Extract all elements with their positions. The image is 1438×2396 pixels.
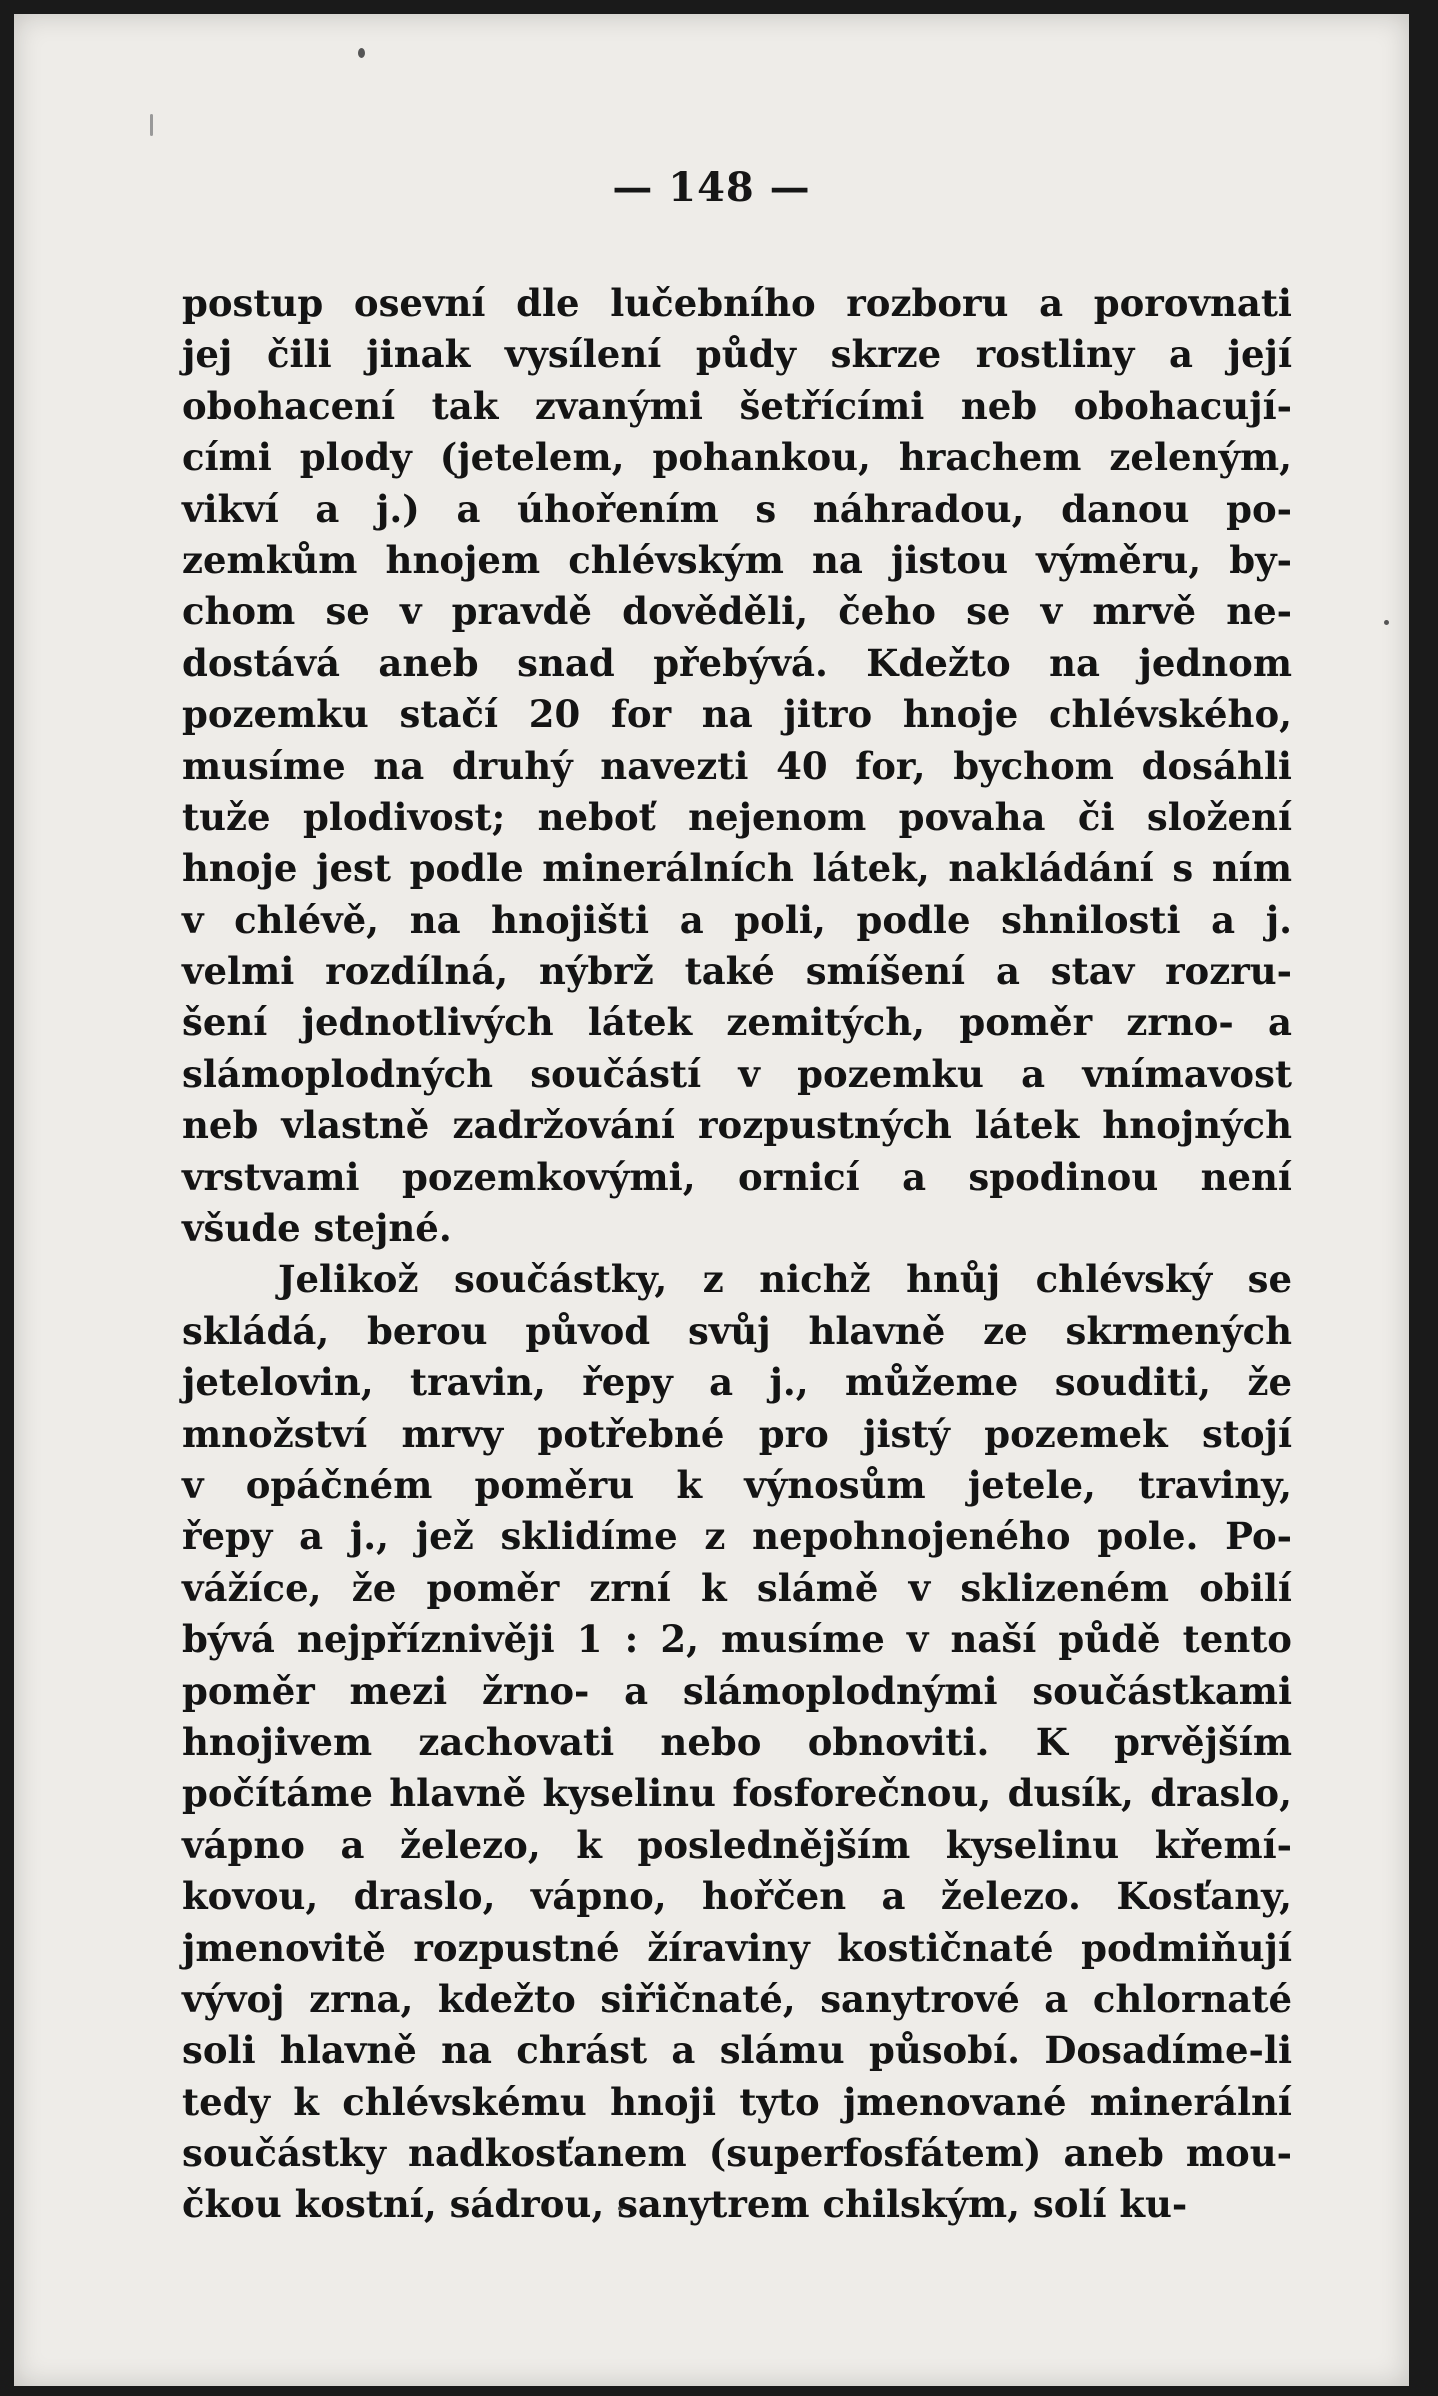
text-line: hnojivem zachovati nebo obnoviti. K prvějším — [182, 1719, 1292, 1764]
text-line: zemkům hnojem chlévským na jistou výměru, by- — [182, 537, 1292, 582]
text-line: součástky nadkosťanem (superfosfátem) aneb mou- — [182, 2131, 1292, 2176]
text-line: chom se v pravdě dověděli, čeho se v mrvě ne- — [182, 589, 1292, 634]
text-line: postup osevní dle lučebního rozboru a porovnati — [182, 281, 1292, 325]
text-line: velmi rozdílná, nýbrž také smíšení a stav rozru- — [182, 949, 1292, 994]
text-line: kovou, draslo, vápno, hořčen a železo. Kosťany, — [182, 1874, 1292, 1919]
text-line: množství mrvy potřebné pro jistý pozemek stojí — [182, 1411, 1292, 1456]
text-line: cími plody (jetelem, pohankou, hrachem zeleným, — [182, 435, 1292, 480]
ink-speck — [1384, 620, 1389, 625]
text-line: poměr mezi žrno- a slámoplodnými součástkami — [182, 1668, 1292, 1713]
ink-speck — [358, 48, 365, 58]
text-line: Jelikož součástky, z nichž hnůj chlévský se — [278, 1257, 1292, 1302]
text-line: bývá nejpříznivěji 1 : 2, musíme v naší půdě tento — [182, 1617, 1292, 1662]
text-line: neb vlastně zadržování rozpustných látek hnojných — [182, 1103, 1292, 1148]
text-line: obohacení tak zvanými šetřícími neb obohacují- — [182, 383, 1292, 428]
text-line: v opáčném poměru k výnosům jetele, traviny, — [182, 1462, 1292, 1507]
text-line: hnoje jest podle minerálních látek, nakládání s ním — [182, 846, 1292, 891]
text-line: vážíce, že poměr zrní k slámě v sklizeném obilí — [182, 1565, 1292, 1610]
text-line: šení jednotlivých látek zemitých, poměr zrno- a — [182, 1000, 1292, 1045]
text-line: soli hlavně na chrást a slámu působí. Dosadíme-li — [182, 2028, 1292, 2073]
ink-speck — [150, 114, 153, 136]
text-line: jetelovin, travin, řepy a j., můžeme souditi, že — [182, 1360, 1292, 1405]
text-line: počítáme hlavně kyselinu fosforečnou, dusík, draslo, — [182, 1771, 1292, 1816]
text-line: řepy a j., jež sklidíme z nepohnojeného pole. Po- — [182, 1514, 1292, 1559]
text-line: jmenovitě rozpustné žíraviny kostičnaté podmiňují — [182, 1925, 1292, 1970]
page-number: — 148 — — [612, 164, 811, 211]
text-line: čkou kostní, sádrou, sanytrem chilským, solí ku- — [182, 2182, 1188, 2227]
text-line: skládá, berou původ svůj hlavně ze skrmených — [182, 1308, 1292, 1353]
text-line: vrstvami pozemkovými, ornicí a spodinou není — [182, 1154, 1292, 1199]
book-page — [14, 14, 1409, 2386]
text-line: slámoplodných součástí v pozemku a vnímavost — [182, 1051, 1292, 1096]
text-line: vikví a j.) a úhořením s náhradou, danou po- — [182, 486, 1292, 531]
text-line: pozemku stačí 20 for na jitro hnoje chlévského, — [182, 692, 1292, 737]
paragraph — [182, 1254, 1292, 2230]
body-text — [182, 278, 1292, 2231]
text-line: musíme na druhý navezti 40 for, bychom dosáhli — [182, 743, 1292, 788]
text-line: v chlévě, na hnojišti a poli, podle shnilosti a j. — [182, 897, 1292, 942]
text-line: tedy k chlévskému hnoji tyto jmenované minerální — [182, 2079, 1292, 2124]
text-line: jej čili jinak vysílení půdy skrze rostliny a její — [182, 332, 1292, 377]
text-line: dostává aneb snad přebývá. Kdežto na jednom — [182, 640, 1292, 685]
text-line: tuže plodivost; neboť nejenom povaha či složení — [182, 794, 1292, 839]
text-line: vápno a železo, k poslednějším kyselinu křemí- — [182, 1822, 1292, 1867]
text-line: všude stejné. — [182, 1206, 452, 1251]
paragraph — [182, 278, 1292, 1254]
text-line: vývoj zrna, kdežto siřičnaté, sanytrové a chlornaté — [182, 1976, 1292, 2021]
